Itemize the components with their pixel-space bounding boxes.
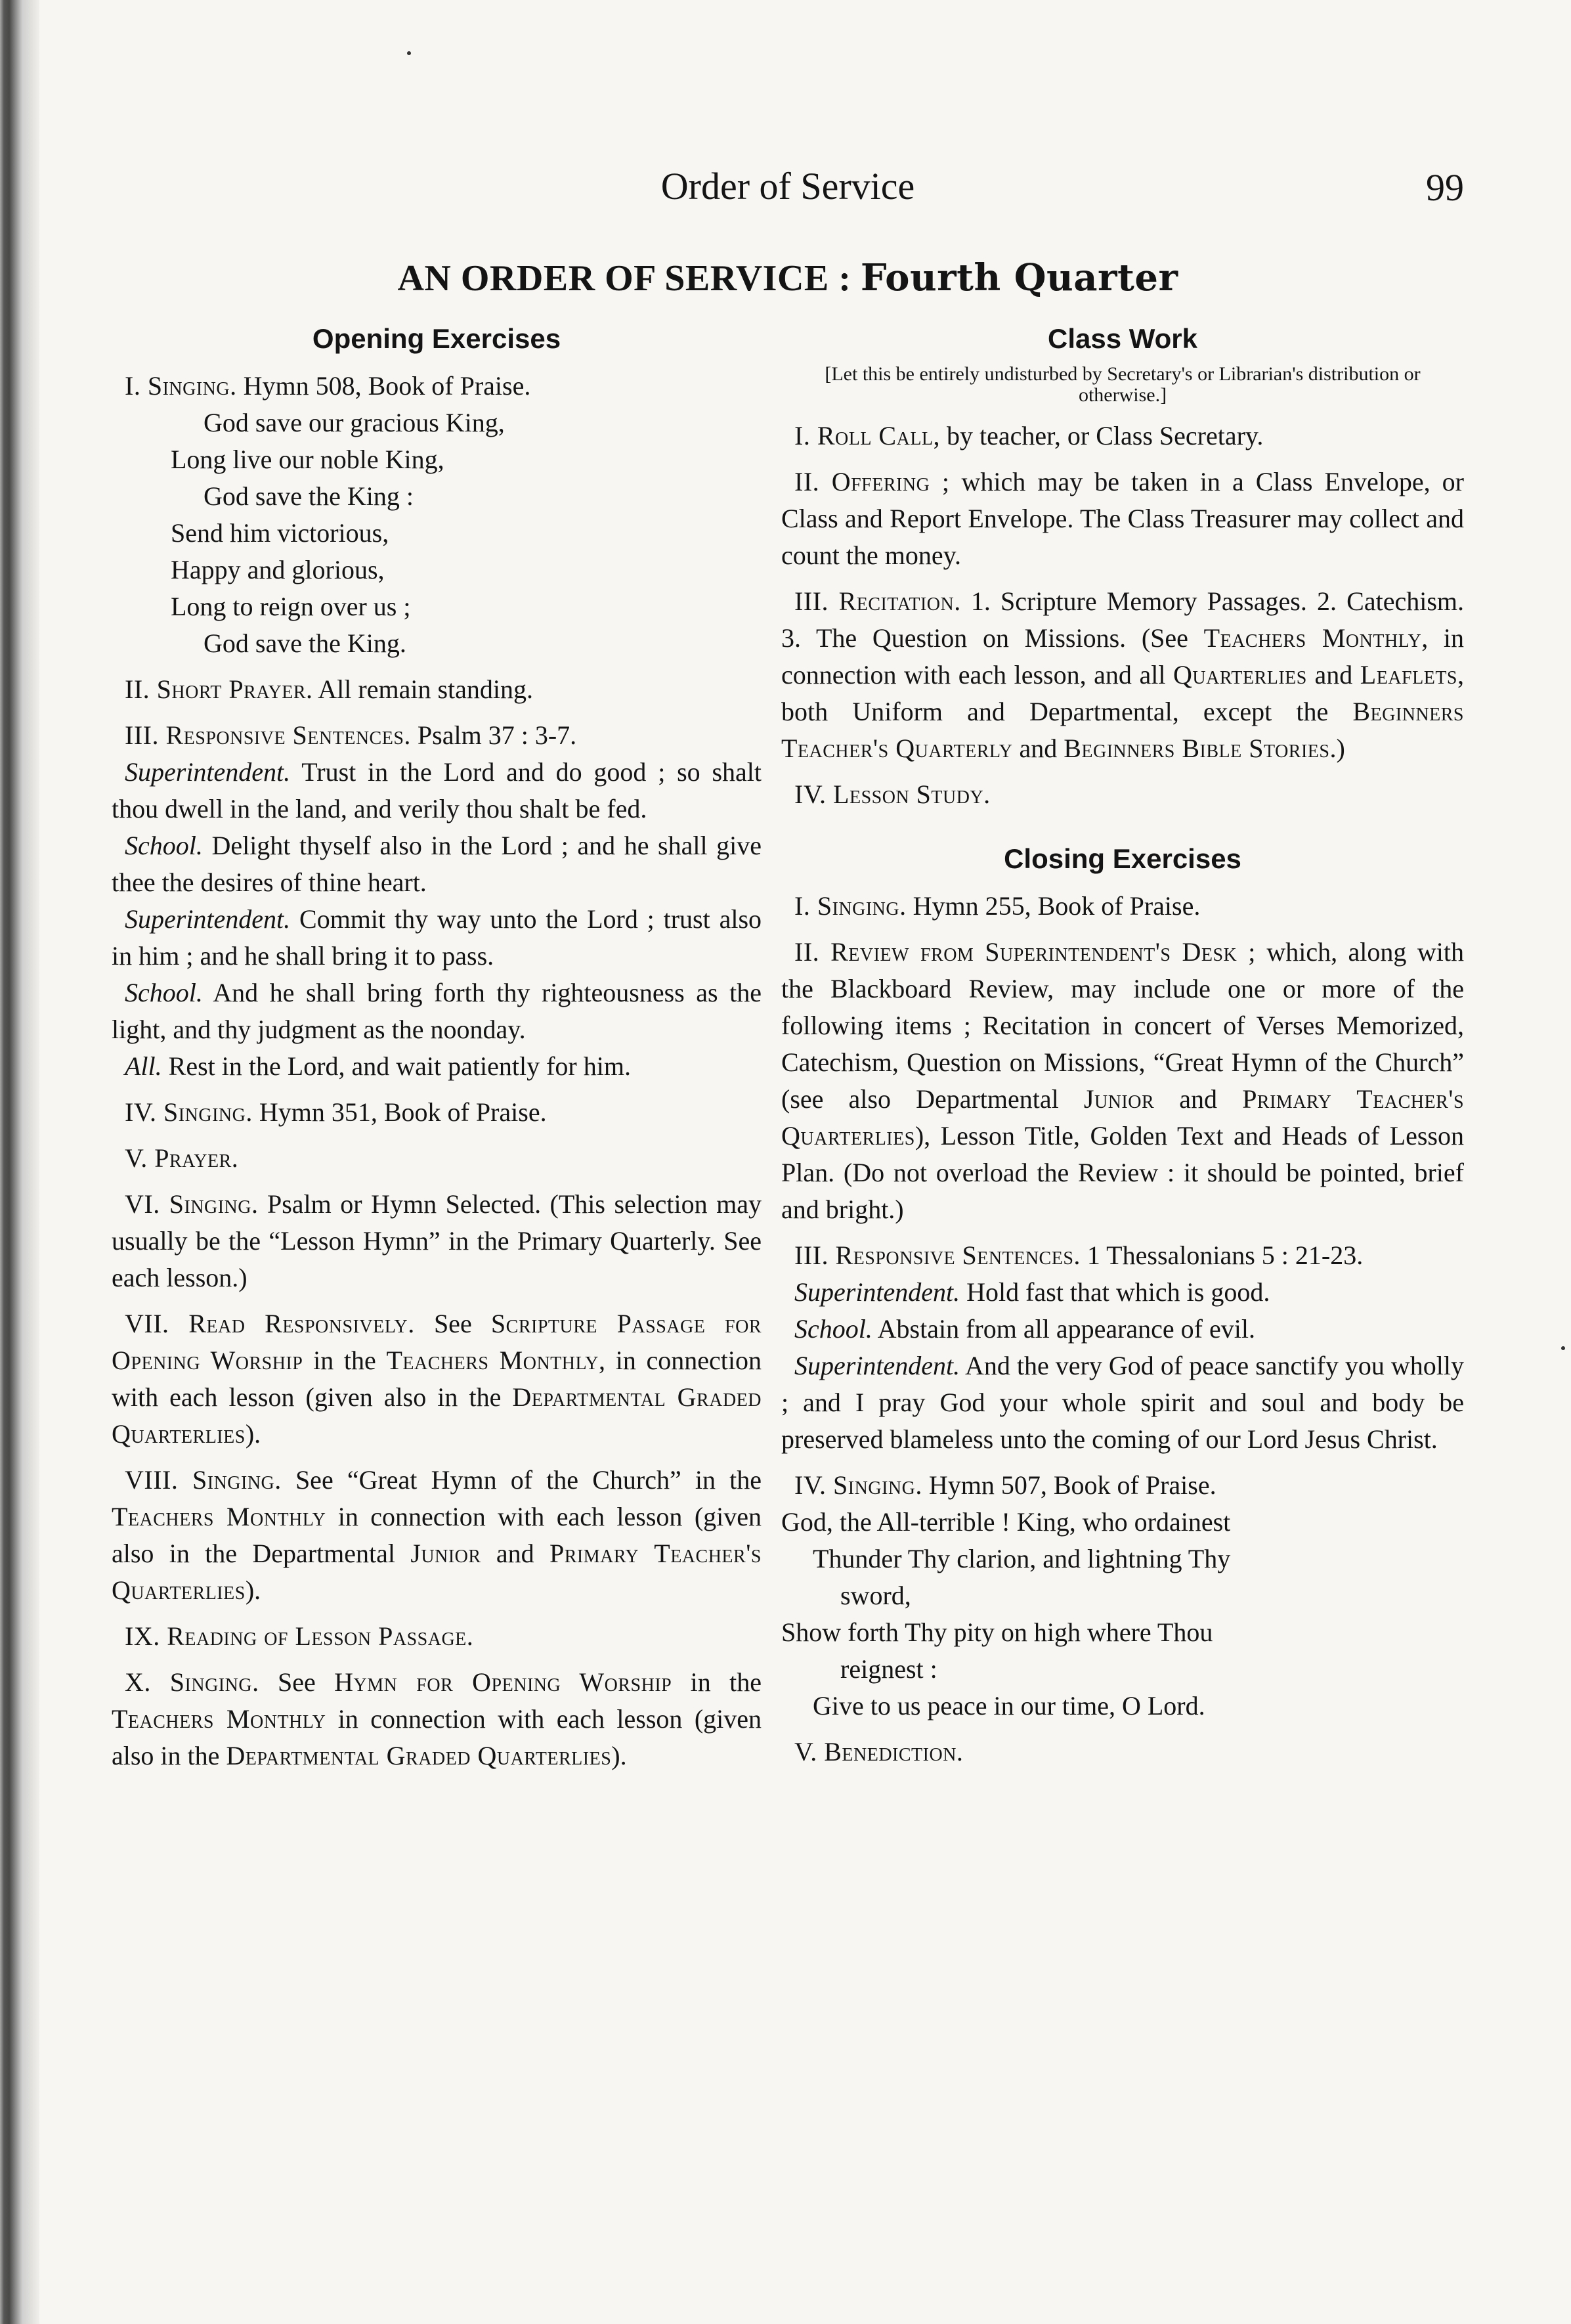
main-subtitle: Fourth Quarter (860, 256, 1178, 299)
opening-item-6: VI. Singing. Psalm or Hymn Selected. (This selection may usually be the “Lesson Hymn” in the Primary Quarterly. See each lesson.) (112, 1189, 762, 1292)
verse-line: God save the King : (204, 481, 414, 511)
class-item-1: I. Roll Call, by teacher, or Class Secretary. (794, 421, 1264, 450)
running-title: Order of Service (660, 165, 915, 208)
response: School. And he shall bring forth thy righteousness as the light, and thy judgment as the noonday. (112, 978, 762, 1044)
closing-item-3: III. Responsive Sentences. 1 Thessalonians 5 : 21-23. (794, 1240, 1364, 1270)
closing-item-4: IV. Singing. Hymn 507, Book of Praise. (794, 1470, 1216, 1500)
opening-item-9: IX. Reading of Lesson Passage. (125, 1621, 474, 1651)
closing-item-2: II. Review from Superintendent's Desk ; which, along with the Blackboard Review, may include one or more of the following items ; Recitation in concert of Verses Memorized, Catechism, Question on Missions, “Great Hymn of the Church” (see also Departmental Junior and Primary Teacher's Quarterlies), Lesson Title, Golden Text and Heads of Lesson Plan. (Do not overload the Review : it should be pointed, brief and bright.) (781, 937, 1465, 1224)
closing-item-5: V. Benediction. (794, 1737, 964, 1766)
opening-item-4: IV. Singing. Hymn 351, Book of Praise. (125, 1097, 547, 1127)
closing-item-1: I. Singing. Hymn 255, Book of Praise. (794, 891, 1201, 921)
verse-line: Give to us peace in our time, O Lord. (813, 1691, 1205, 1721)
main-title (112, 256, 1464, 299)
opening-item-8: VIII. Singing. See “Great Hymn of the Church” in the Teachers Monthly in connection with each lesson (given also in the Departmental Junior and Primary Teacher's Quarterlies). (112, 1465, 762, 1605)
verse-line: God save our gracious King, (204, 408, 505, 437)
class-item-2: II. Offering ; which may be taken in a Class Envelope, or Class and Report Envelope. The Class Treasurer may collect and count the money. (781, 467, 1464, 570)
class-work-heading: Class Work (1048, 323, 1197, 354)
class-item-3: III. Recitation. 1. Scripture Memory Passages. 2. Catechism. 3. The Question on Missions. (See Teachers Monthly, in connection with each lesson, and all Quarterlies and Leaflets, both Uniform and Departmental, except the Beginners Teacher's Quarterly and Beginners Bible Stories.) (781, 586, 1465, 763)
left-column (112, 319, 762, 1774)
verse-line: Send him victorious, (171, 518, 389, 548)
class-item-4: IV. Lesson Study. (794, 779, 991, 809)
running-head (112, 164, 1464, 223)
response: All. Rest in the Lord, and wait patiently for him. (125, 1051, 631, 1081)
verse-line: Long live our noble King, (171, 445, 444, 474)
response: Superintendent. Trust in the Lord and do good ; so shalt thou dwell in the land, and verily thou shalt be fed. (112, 757, 762, 823)
verse-line: reignest : (840, 1654, 937, 1684)
right-column (781, 319, 1464, 1770)
verse-line: God, the All-terrible ! King, who ordainest (781, 1507, 1231, 1537)
anthem-verse (171, 405, 762, 662)
opening-exercises-heading: Opening Exercises (312, 323, 561, 354)
opening-item-7: VII. Read Responsively. See Scripture Passage for Opening Worship in the Teachers Monthly, in connection with each lesson (given also in the Departmental Graded Quarterlies). (112, 1309, 762, 1449)
verse-line: sword, (840, 1581, 911, 1610)
opening-item-2: II. Short Prayer. All remain standing. (125, 674, 534, 704)
response: Superintendent. Commit thy way unto the Lord ; trust also in him ; and he shall bring it to pass. (112, 904, 762, 971)
verse-line: Thunder Thy clarion, and lightning Thy (813, 1544, 1231, 1573)
verse-line: Happy and glorious, (171, 555, 385, 584)
verse-line: Long to reign over us ; (171, 592, 411, 621)
class-work-note: [Let this be entirely undisturbed by Secretary's or Librarian's distribution or otherwise.] (825, 363, 1421, 406)
page (112, 164, 1465, 1770)
page-number: 99 (1426, 166, 1464, 209)
response: Superintendent. And the very God of peace sanctify you wholly ; and I pray God your whole spirit and soul and body be preserved blameless unto the coming of our Lord Jesus Christ. (781, 1351, 1464, 1454)
main-title-text: AN ORDER OF SERVICE : (397, 258, 851, 299)
opening-item-1: I. Singing. Hymn 508, Book of Praise. (125, 371, 531, 401)
book-spine-shadow (0, 0, 39, 2324)
hymn-verse (781, 1504, 1464, 1724)
opening-item-5: V. Prayer. (125, 1143, 239, 1173)
response: School. Abstain from all appearance of evil. (794, 1314, 1255, 1344)
verse-line: God save the King. (204, 628, 406, 658)
response: Superintendent. Hold fast that which is good. (794, 1277, 1270, 1307)
opening-item-10: X. Singing. See Hymn for Opening Worship in the Teachers Monthly in connection with each lesson (given also in the Departmental Graded Quarterlies). (112, 1667, 762, 1770)
speck (1561, 1346, 1565, 1350)
response: School. Delight thyself also in the Lord ; and he shall give thee the desires of thine heart. (112, 831, 762, 897)
closing-exercises-heading: Closing Exercises (1004, 843, 1241, 874)
speck (407, 51, 411, 55)
opening-item-3: III. Responsive Sentences. Psalm 37 : 3-7. (125, 720, 577, 750)
verse-line: Show forth Thy pity on high where Thou (781, 1617, 1213, 1647)
